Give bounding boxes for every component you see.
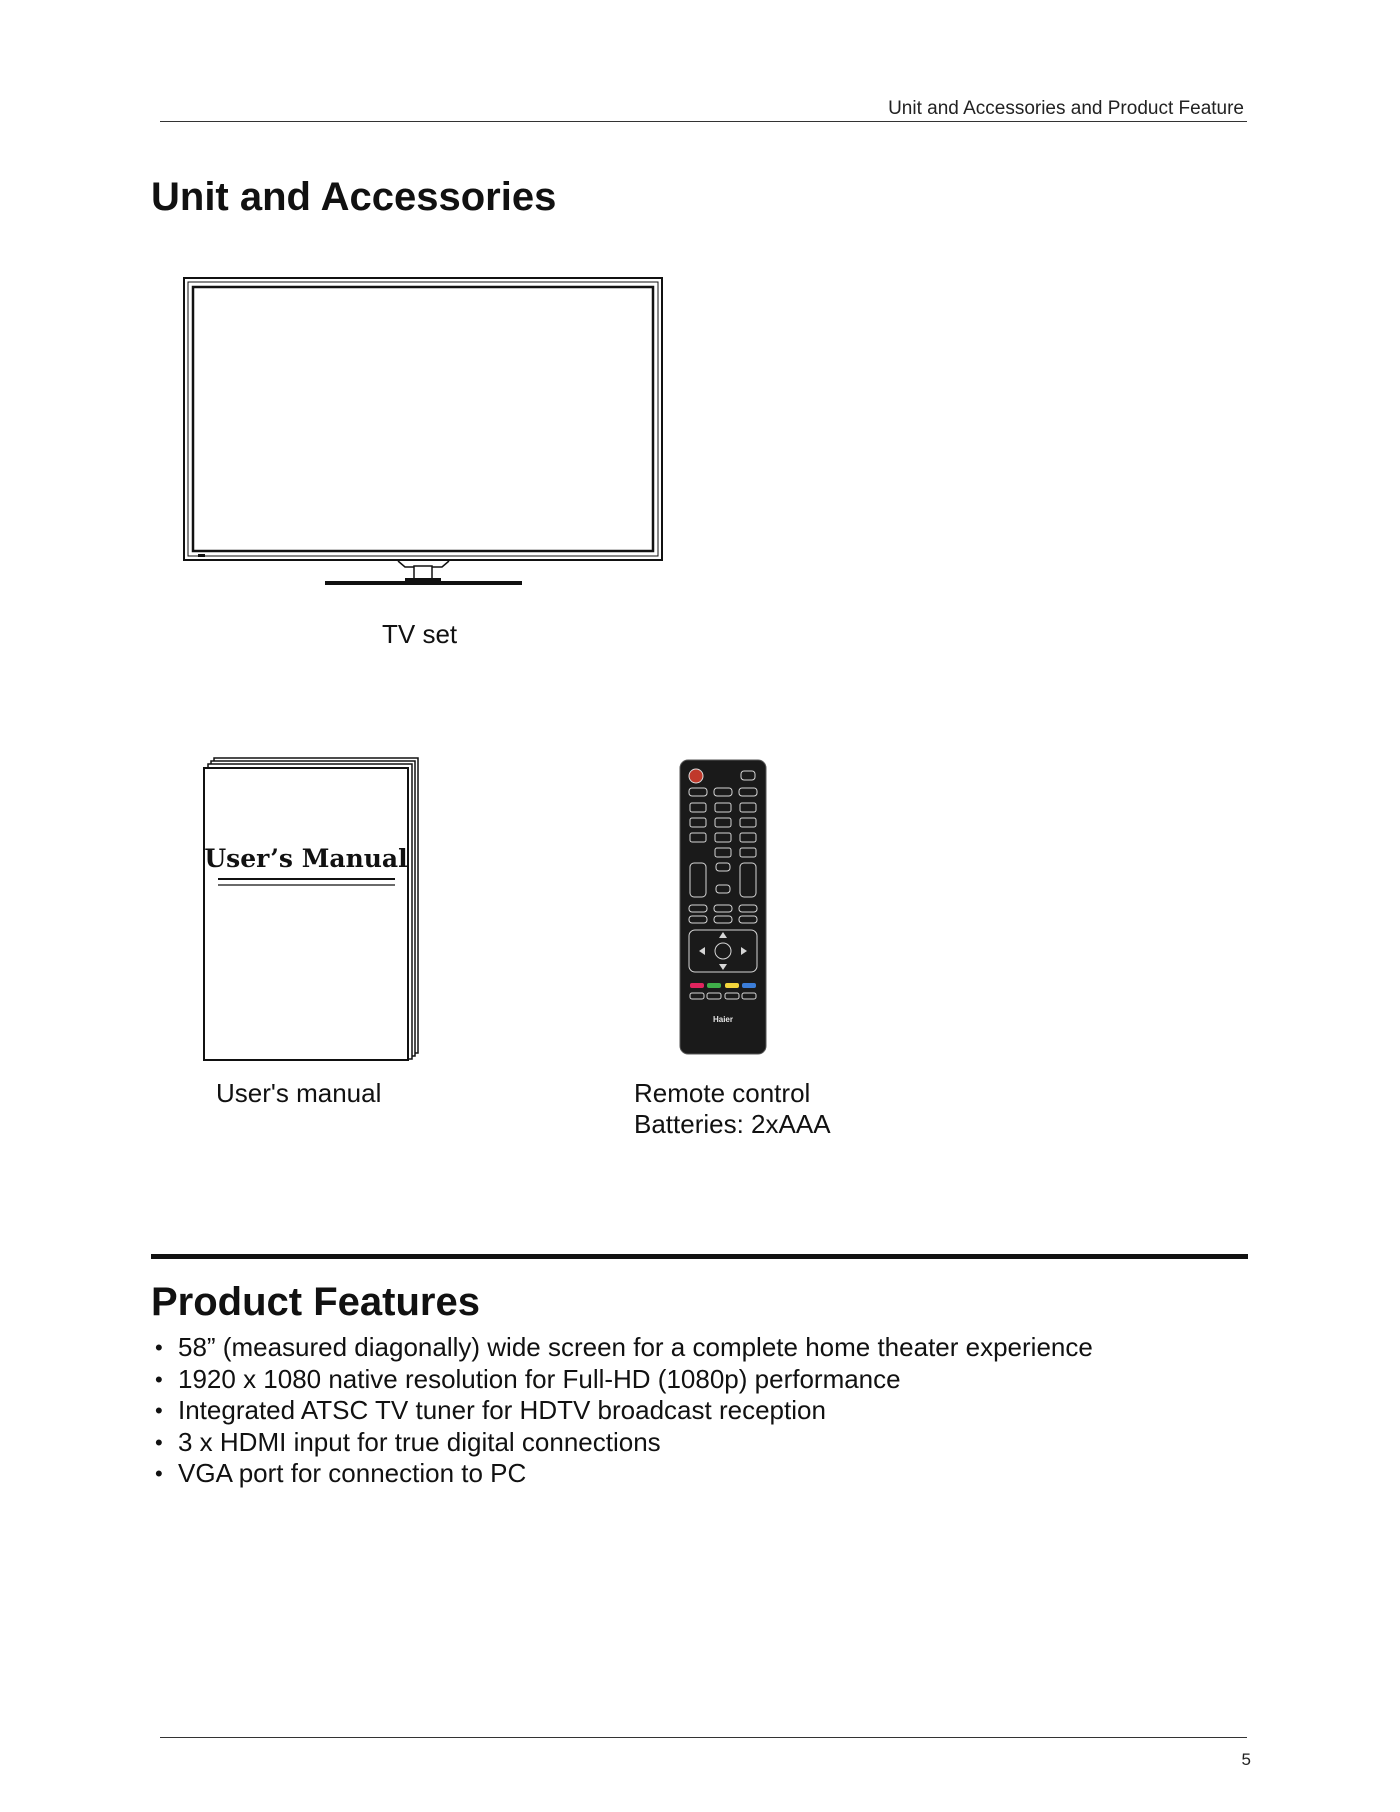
feature-item: • 1920 x 1080 native resolution for Full-HD (1080p) performance [151,1364,1093,1396]
header-rule [160,121,1247,122]
users-manual-illustration [200,756,425,1061]
tv-set-illustration [180,274,670,589]
page-number: 5 [1241,1750,1251,1769]
remote-control-illustration [679,759,767,1055]
feature-list [151,1332,1093,1490]
remote-power-button [689,769,703,783]
footer-rule [160,1737,1247,1738]
feature-item: • 58” (measured diagonally) wide screen for a complete home theater experience [151,1332,1093,1364]
manual-cover-title: User’s Manual [204,844,408,873]
remote-caption-line1: Remote control [634,1078,811,1108]
unit-section-title: Unit and Accessories [151,175,557,219]
remote-brand-logo: Haier [712,1015,734,1024]
remote-control-caption [634,1078,831,1140]
users-manual-caption: User's manual [216,1078,382,1108]
section-divider [151,1254,1248,1259]
tv-set-caption: TV set [382,619,458,649]
feature-item: • VGA port for connection to PC [151,1458,1093,1490]
feature-item: • 3 x HDMI input for true digital connections [151,1427,1093,1459]
remote-caption-line2: Batteries: 2xAAA [634,1109,831,1139]
running-header: Unit and Accessories and Product Feature [888,98,1244,119]
features-section-title: Product Features [151,1280,480,1324]
feature-item: • Integrated ATSC TV tuner for HDTV broadcast reception [151,1395,1093,1427]
